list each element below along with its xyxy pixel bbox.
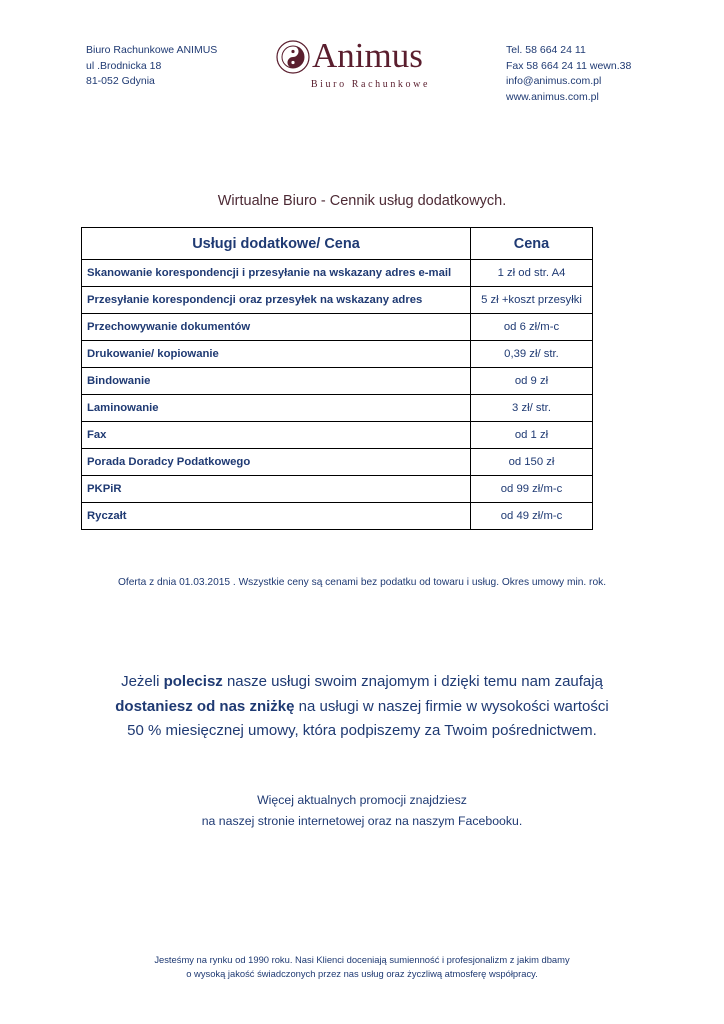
company-contact — [506, 43, 631, 105]
more-promotions — [0, 790, 724, 832]
service-name: Przechowywanie dokumentów — [82, 314, 471, 341]
table-row — [82, 287, 593, 314]
table-row — [82, 368, 593, 395]
contact-email[interactable]: info@animus.com.pl — [506, 75, 602, 87]
service-name: Ryczałt — [82, 503, 471, 530]
service-name: Porada Doradcy Podatkowego — [82, 449, 471, 476]
service-price: od 99 zł/m-c — [471, 476, 593, 503]
service-name: PKPiR — [82, 476, 471, 503]
company-name: Biuro Rachunkowe ANIMUS — [86, 44, 218, 56]
animus-logo — [276, 36, 436, 94]
service-name: Bindowanie — [82, 368, 471, 395]
promo-line-1 — [0, 670, 724, 695]
contact-phone: Tel. 58 664 24 11 — [506, 44, 586, 56]
service-price: 1 zł od str. A4 — [471, 260, 593, 287]
table-row — [82, 449, 593, 476]
company-city: 81-052 Gdynia — [86, 75, 155, 87]
service-name: Fax — [82, 422, 471, 449]
promo-highlight: polecisz — [163, 673, 223, 690]
header-service: Usługi dodatkowe/ Cena — [82, 228, 471, 260]
service-price: od 49 zł/m-c — [471, 503, 593, 530]
company-address — [86, 43, 217, 90]
service-price: 5 zł +koszt przesyłki — [471, 287, 593, 314]
promo-text: nasze usługi swoim znajomym i dzięki temu nam zaufają — [222, 673, 603, 690]
yin-yang-emblem-icon — [276, 40, 310, 74]
page-title: Wirtualne Biuro - Cennik usług dodatkowych. — [217, 193, 507, 209]
service-price: od 1 zł — [471, 422, 593, 449]
promo-line-3: 50 % miesięcznej umowy, która podpiszemy za Twoim pośrednictwem. — [127, 722, 597, 739]
referral-promo — [0, 670, 724, 744]
more-line-1: Więcej aktualnych promocji znajdziesz — [257, 793, 467, 807]
promo-text: na usługi w naszej firmie w wysokości wartości — [294, 697, 609, 715]
service-name: Skanowanie korespondencji i przesyłanie na wskazany adres e-mail — [82, 260, 471, 287]
promo-highlight: dostaniesz od nas zniżkę — [115, 697, 295, 715]
promo-line-2 — [0, 695, 724, 720]
service-price: od 9 zł — [471, 368, 593, 395]
table-row — [82, 476, 593, 503]
service-name: Przesyłanie korespondencji oraz przesyłek na wskazany adres — [82, 287, 471, 314]
footer-line-2: o wysoką jakość świadczonych przez nas usług oraz życzliwą atmosferę współpracy. — [186, 968, 538, 979]
service-price: od 6 zł/m-c — [471, 314, 593, 341]
more-line-2: na naszej stronie internetowej oraz na naszym Facebooku. — [201, 814, 523, 828]
table-row — [82, 395, 593, 422]
offer-note: Oferta z dnia 01.03.2015 . Wszystkie ceny są cenami bez podatku od towaru i usług. Okres umowy min. rok. — [117, 577, 607, 588]
price-table — [81, 227, 593, 530]
header-price: Cena — [471, 228, 593, 260]
company-street: ul .Brodnicka 18 — [86, 59, 162, 72]
contact-website[interactable]: www.animus.com.pl — [506, 90, 599, 103]
service-name: Laminowanie — [82, 395, 471, 422]
service-price: 0,39 zł/ str. — [471, 341, 593, 368]
footer — [0, 953, 724, 981]
table-row — [82, 341, 593, 368]
table-row — [82, 503, 593, 530]
service-price: od 150 zł — [471, 449, 593, 476]
contact-fax: Fax 58 664 24 11 wewn.38 — [506, 59, 632, 72]
service-price: 3 zł/ str. — [471, 395, 593, 422]
promo-text: Jeżeli — [121, 673, 164, 690]
table-row — [82, 422, 593, 449]
table-row — [82, 314, 593, 341]
table-header-row — [82, 228, 593, 260]
table-row — [82, 260, 593, 287]
footer-line-1: Jesteśmy na rynku od 1990 roku. Nasi Klienci doceniają sumienność i profesjonalizm z jakim dbamy — [154, 954, 570, 965]
logo-subtitle: Biuro Rachunkowe — [310, 79, 430, 90]
service-name: Drukowanie/ kopiowanie — [82, 341, 471, 368]
logo-name: Animus — [312, 36, 423, 75]
